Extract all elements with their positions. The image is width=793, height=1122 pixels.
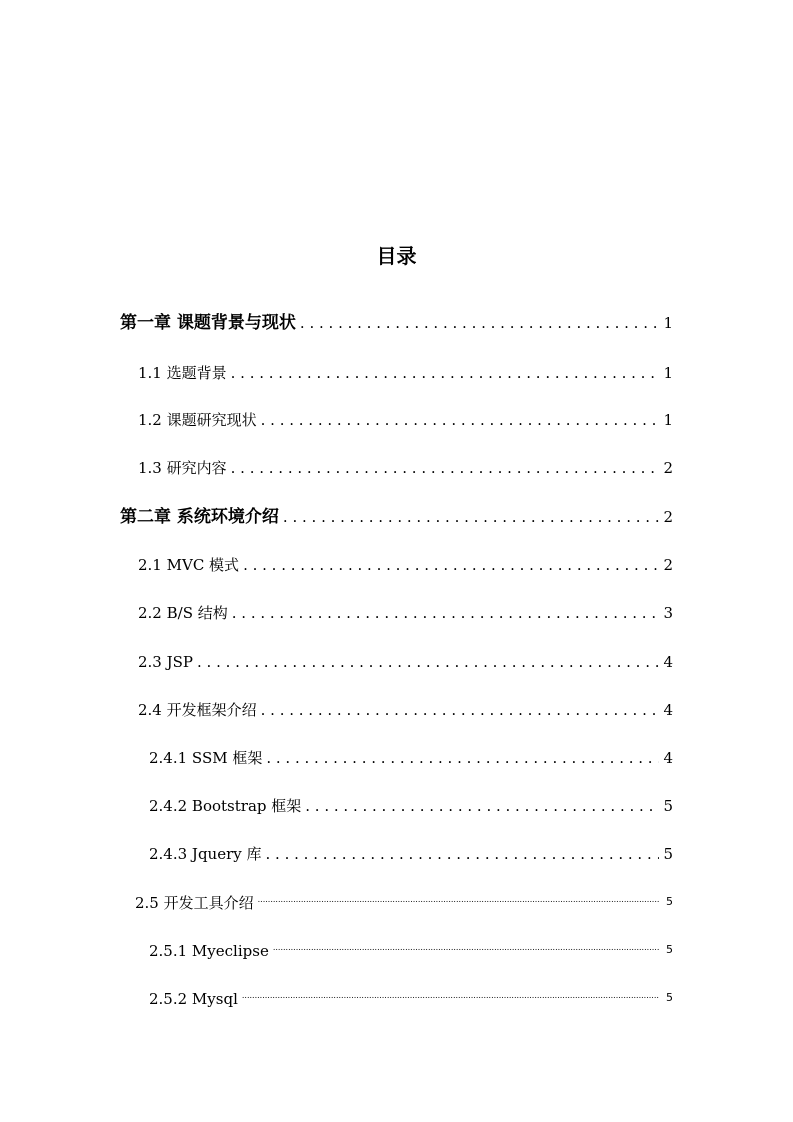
- toc-entry-2-1[interactable]: [138, 553, 673, 577]
- toc-page-number: 2: [663, 556, 673, 574]
- toc-entry-label: 2.4.3 Jquery 库: [149, 845, 262, 863]
- toc-dot-leader: [266, 842, 659, 866]
- toc-entry-2-5[interactable]: [135, 891, 673, 915]
- toc-entry-1-3[interactable]: [138, 456, 673, 480]
- toc-dot-leader: [261, 698, 659, 722]
- toc-entry-2-5-2[interactable]: [149, 987, 673, 1011]
- toc-entry-2-3[interactable]: [138, 650, 673, 674]
- toc-page-number: 5: [663, 797, 673, 815]
- toc-dot-leader: [266, 746, 659, 770]
- toc-dot-leader: [283, 505, 659, 529]
- toc-entry-1-1[interactable]: [138, 361, 673, 385]
- toc-entry-2-5-1[interactable]: [149, 939, 673, 963]
- toc-entry-label: 2.5.2 Mysql: [149, 990, 238, 1008]
- toc-entry-label: 2.4 开发框架介绍: [138, 701, 257, 719]
- toc-entry-label: 2.5 开发工具介绍: [135, 894, 254, 912]
- toc-dot-leader: [261, 408, 659, 432]
- toc-entry-label: 1.2 课题研究现状: [138, 411, 257, 429]
- toc-dot-leader: [232, 601, 659, 625]
- toc-page-number: 5: [666, 991, 673, 1004]
- toc-dot-leader: [197, 650, 659, 674]
- toc-entry-2-2[interactable]: [138, 601, 673, 625]
- toc-page-number: 4: [663, 653, 673, 671]
- toc-entry-label: 2.1 MVC 模式: [138, 556, 240, 574]
- toc-page-number: 5: [663, 845, 673, 863]
- toc-dot-leader: [242, 984, 659, 1008]
- toc-entry-label: 1.3 研究内容: [138, 459, 227, 477]
- toc-page-number: 2: [663, 459, 673, 477]
- toc-dot-leader: [231, 361, 659, 385]
- toc-page-number: 1: [663, 314, 673, 332]
- toc-page-number: 4: [663, 701, 673, 719]
- toc-entry-chapter-2[interactable]: [120, 505, 673, 529]
- toc-entry-label: 第二章 系统环境介绍: [120, 507, 279, 527]
- toc-page-number: 4: [663, 749, 673, 767]
- toc-page-number: 2: [663, 508, 673, 526]
- toc-entry-2-4-3[interactable]: [149, 842, 673, 866]
- toc-title: 目录: [376, 244, 417, 268]
- toc-dot-leader: [243, 553, 659, 577]
- toc-entry-label: 2.5.1 Myeclipse: [149, 942, 269, 960]
- toc-dot-leader: [300, 311, 659, 335]
- toc-dot-leader: [305, 794, 659, 818]
- toc-entry-label: 2.4.1 SSM 框架: [149, 749, 263, 767]
- toc-entry-2-4-2[interactable]: [149, 794, 673, 818]
- toc-entry-label: 2.2 B/S 结构: [138, 604, 228, 622]
- toc-page-number: 5: [666, 943, 673, 956]
- toc-dot-leader: [273, 936, 659, 960]
- toc-entry-2-4-1[interactable]: [149, 746, 673, 770]
- toc-entry-1-2[interactable]: [138, 408, 673, 432]
- toc-entry-label: 第一章 课题背景与现状: [120, 313, 296, 333]
- toc-page-number: 1: [663, 364, 673, 382]
- toc-entry-label: 1.1 选题背景: [138, 364, 227, 382]
- toc-dot-leader: [258, 888, 659, 912]
- toc-entry-label: 2.4.2 Bootstrap 框架: [149, 797, 302, 815]
- toc-page-number: 5: [666, 895, 673, 908]
- toc-dot-leader: [231, 456, 659, 480]
- toc-entry-label: 2.3 JSP: [138, 653, 194, 671]
- toc-entry-2-4[interactable]: [138, 698, 673, 722]
- toc-page-number: 1: [663, 411, 673, 429]
- toc-page-number: 3: [663, 604, 673, 622]
- toc-entry-chapter-1[interactable]: [120, 311, 673, 335]
